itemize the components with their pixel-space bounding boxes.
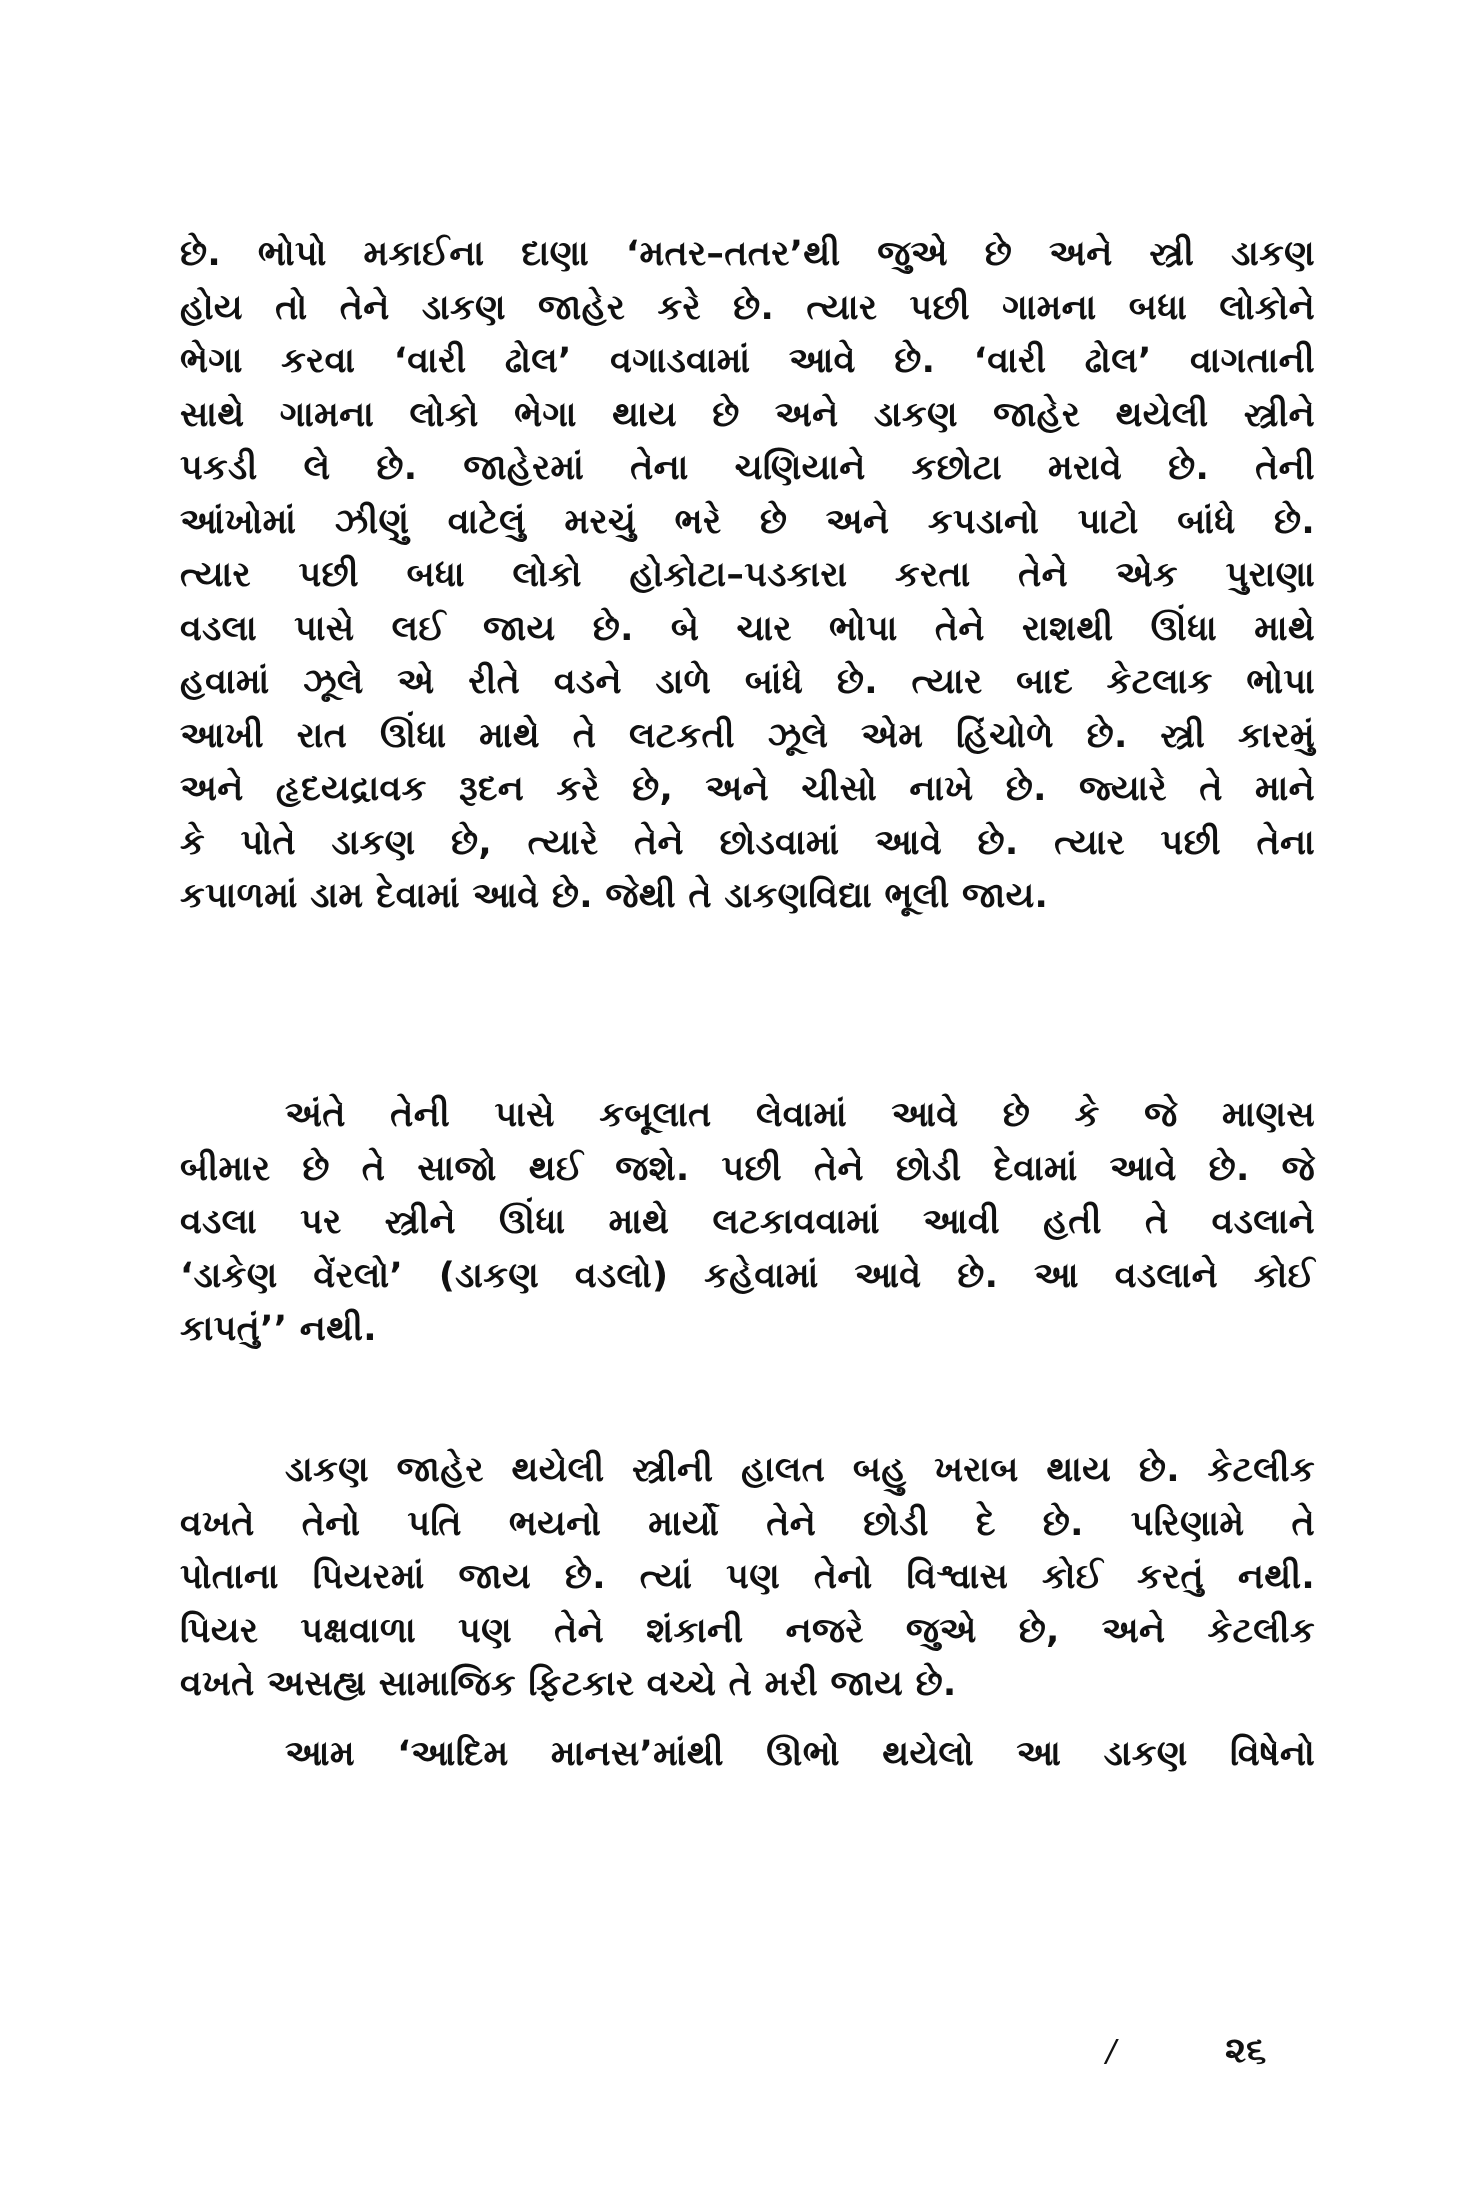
text-line: વખતે અસહ્ય સામાજિક ફિટકાર વચ્ચે તે મરી જાય છે. (180, 1664, 957, 1704)
footer-mark: / (1106, 2034, 1117, 2069)
text-line: આમ ‘આદિમ માનસ’માંથી ઊભો થયેલો આ ડાકણ વિષેનો (285, 1734, 1315, 1774)
paragraph-1 (180, 228, 1315, 924)
text-line: ભેગા કરવા ‘વારી ઢોલ’ વગાડવામાં આવે છે. ‘વારી ઢોલ’ વાગતાની (180, 341, 1315, 381)
page-footer (0, 2030, 1478, 2090)
paragraph-2 (180, 1089, 1315, 1357)
text-line: હવામાં ઝૂલે એ રીતે વડને ડાળે બાંધે છે. ત્યાર બાદ કેટલાક ભોપા (180, 662, 1315, 702)
text-line: હોય તો તેને ડાકણ જાહેર કરે છે. ત્યાર પછી ગામના બધા લોકોને (180, 287, 1315, 328)
text-line: આંખોમાં ઝીણું વાટેલું મરચું ભરે છે અને કપડાનો પાટો બાંધે છે. (180, 501, 1315, 542)
text-line: છે. ભોપો મકાઈના દાણા ‘મતર–તતર’થી જુએ છે અને સ્ત્રી ડાકણ (180, 234, 1315, 274)
text-line: વડલા પાસે લઈ જાય છે. બે ચાર ભોપા તેને રાશથી ઊંધા માથે (180, 608, 1315, 649)
text-line: અંતે તેની પાસે કબૂલાત લેવામાં આવે છે કે જે માણસ (285, 1095, 1315, 1135)
text-line: કપાળમાં ડામ દેવામાં આવે છે. જેથી તે ડાકણવિદ્યા ભૂલી જાય. (180, 876, 1049, 916)
text-line: કાપતું’’ નથી. (180, 1309, 377, 1349)
text-line: ત્યાર પછી બધા લોકો હોકોટા–પડકારા કરતા તેને એક પુરાણા (180, 555, 1315, 595)
text-line: પકડી લે છે. જાહેરમાં તેના ચણિયાને કછોટા મરાવે છે. તેની (180, 448, 1315, 488)
text-line: પોતાના પિયરમાં જાય છે. ત્યાં પણ તેનો વિશ્વાસ કોઈ કરતું નથી. (180, 1557, 1315, 1597)
text-line: વડલા પર સ્ત્રીને ઊંધા માથે લટકાવવામાં આવી હતી તે વડલાને (180, 1202, 1315, 1242)
page-number: ૨૬ (1225, 2030, 1267, 2071)
text-line: કે પોતે ડાકણ છે, ત્યારે તેને છોડવામાં આવે છે. ત્યાર પછી તેના (180, 822, 1315, 863)
text-line: અને હૃદયદ્રાવક રૂદન કરે છે, અને ચીસો નાખે છે. જ્યારે તે માને (180, 769, 1315, 809)
text-line: વખતે તેનો પતિ ભયનો માર્યો તેને છોડી દે છે. પરિણામે તે (180, 1503, 1315, 1544)
text-line: પિયર પક્ષવાળા પણ તેને શંકાની નજરે જુએ છે, અને કેટલીક (180, 1610, 1315, 1651)
text-line: બીમાર છે તે સાજો થઈ જશે. પછી તેને છોડી દેવામાં આવે છે. જે (180, 1148, 1315, 1189)
text-line: ‘ડાકેણ વેંરલો’ (ડાકણ વડલો) કહેવામાં આવે છે. આ વડલાને કોઈ (180, 1255, 1315, 1296)
paragraph-4 (180, 1728, 1315, 1782)
text-line: ડાકણ જાહેર થયેલી સ્ત્રીની હાલત બહુ ખરાબ થાય છે. કેટલીક (285, 1450, 1315, 1490)
paragraph-3 (180, 1444, 1315, 1712)
text-line: સાથે ગામના લોકો ભેગા થાય છે અને ડાકણ જાહેર થયેલી સ્ત્રીને (180, 394, 1315, 435)
text-line: આખી રાત ઊંધા માથે તે લટકતી ઝૂલે એમ હિંચોળે છે. સ્ત્રી કારમું (180, 715, 1315, 756)
